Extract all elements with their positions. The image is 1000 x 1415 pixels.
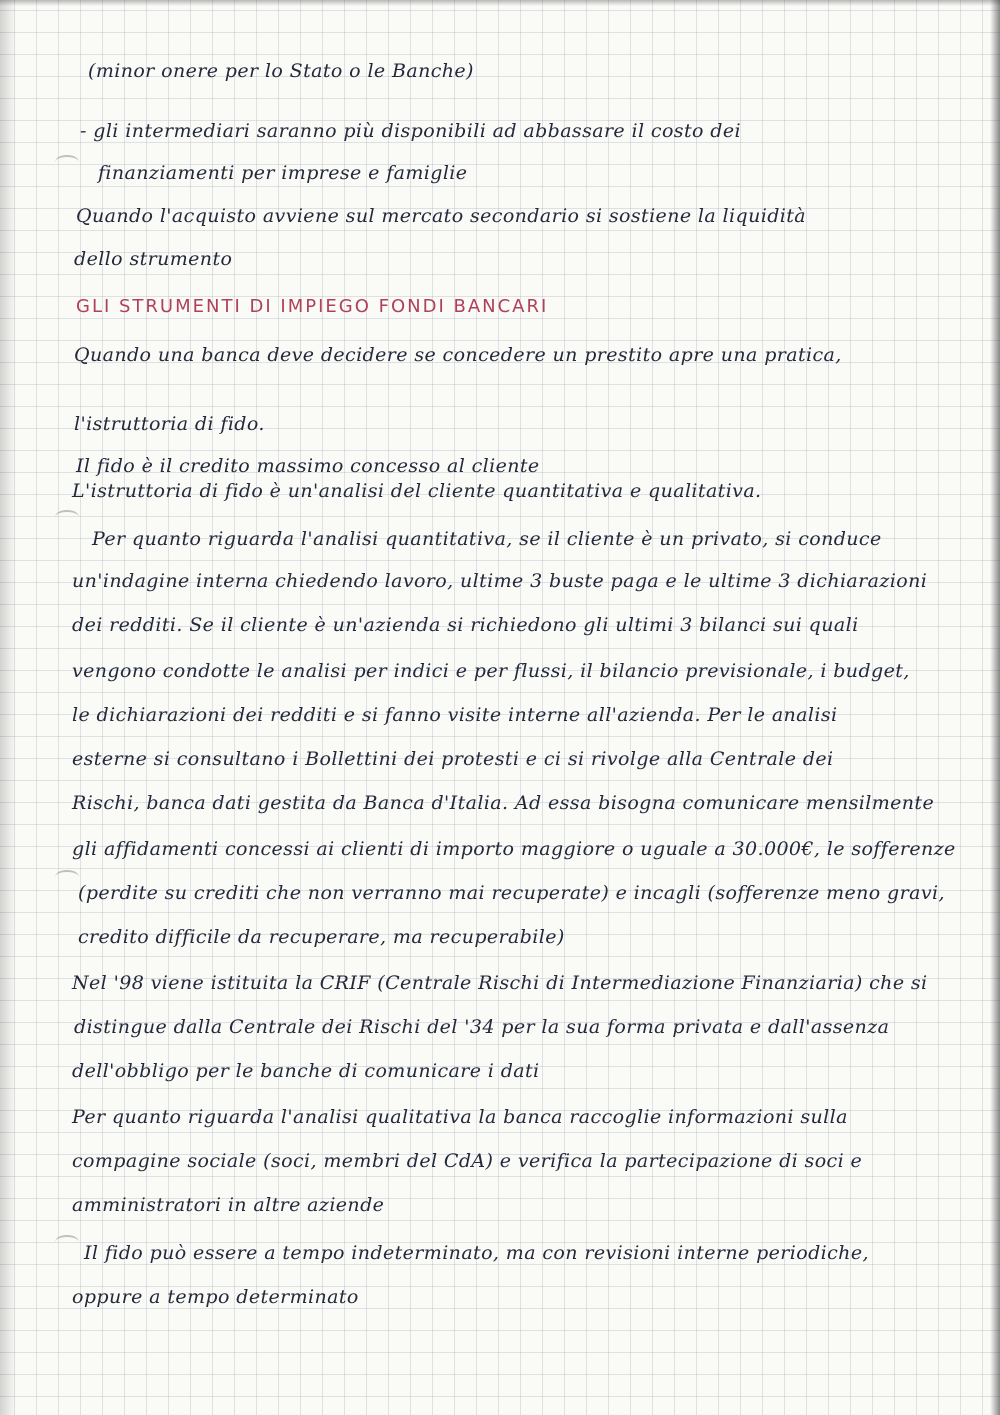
note-line: le dichiarazioni dei redditi e si fanno visite interne all'azienda. Per le analisi — [72, 704, 838, 726]
note-line: compagine sociale (soci, membri del CdA) e verifica la partecipazione di soci e — [72, 1150, 863, 1172]
note-line: Per quanto riguarda l'analisi quantitativa, se il cliente è un privato, si conduce — [92, 528, 882, 550]
note-line: distingue dalla Centrale dei Rischi del '34 per la sua forma privata e dall'assenza — [74, 1016, 890, 1038]
note-line: un'indagine interna chiedendo lavoro, ultime 3 buste paga e le ultime 3 dichiarazioni — [72, 570, 928, 592]
section-heading: GLI STRUMENTI DI IMPIEGO FONDI BANCARI — [76, 296, 549, 317]
note-line: Quando l'acquisto avviene sul mercato secondario si sostiene la liquidità — [76, 205, 806, 227]
note-line: Il fido può essere a tempo indeterminato, ma con revisioni interne periodiche, — [84, 1242, 869, 1264]
note-line: Nel '98 viene istituita la CRIF (Centrale Rischi di Intermediazione Finanziaria) che si — [72, 972, 928, 994]
note-line: credito difficile da recuperare, ma recuperabile) — [78, 926, 565, 948]
note-line: vengono condotte le analisi per indici e per flussi, il bilancio previsionale, i budget, — [72, 660, 910, 682]
note-line: dei redditi. Se il cliente è un'azienda si richiedono gli ultimi 3 bilanci sui quali — [72, 614, 859, 636]
note-line: amministratori in altre aziende — [72, 1194, 385, 1216]
note-line: (perdite su crediti che non verranno mai recuperate) e incagli (sofferenze meno gravi, — [78, 882, 945, 904]
note-line: (minor onere per lo Stato o le Banche) — [88, 60, 474, 82]
note-line: Rischi, banca dati gestita da Banca d'Italia. Ad essa bisogna comunicare mensilmente — [72, 792, 935, 814]
note-line: dello strumento — [74, 248, 233, 270]
note-line: Per quanto riguarda l'analisi qualitativa la banca raccoglie informazioni sulla — [72, 1106, 848, 1128]
note-line: Il fido è il credito massimo concesso al cliente — [76, 455, 540, 477]
note-line: dell'obbligo per le banche di comunicare i dati — [72, 1060, 540, 1082]
note-line: oppure a tempo determinato — [72, 1286, 359, 1308]
note-line: - gli intermediari saranno più disponibili ad abbassare il costo dei — [80, 120, 741, 142]
note-line: L'istruttoria di fido è un'analisi del cliente quantitativa e qualitativa. — [72, 480, 762, 502]
note-line: esterne si consultano i Bollettini dei protesti e ci si rivolge alla Centrale dei — [72, 748, 834, 770]
note-line: finanziamenti per imprese e famiglie — [98, 162, 468, 184]
note-line: Quando una banca deve decidere se concedere un prestito apre una pratica, — [74, 344, 842, 366]
note-line: gli affidamenti concessi ai clienti di importo maggiore o uguale a 30.000€, le sofferenze — [72, 838, 956, 860]
note-line: l'istruttoria di fido. — [74, 413, 265, 435]
